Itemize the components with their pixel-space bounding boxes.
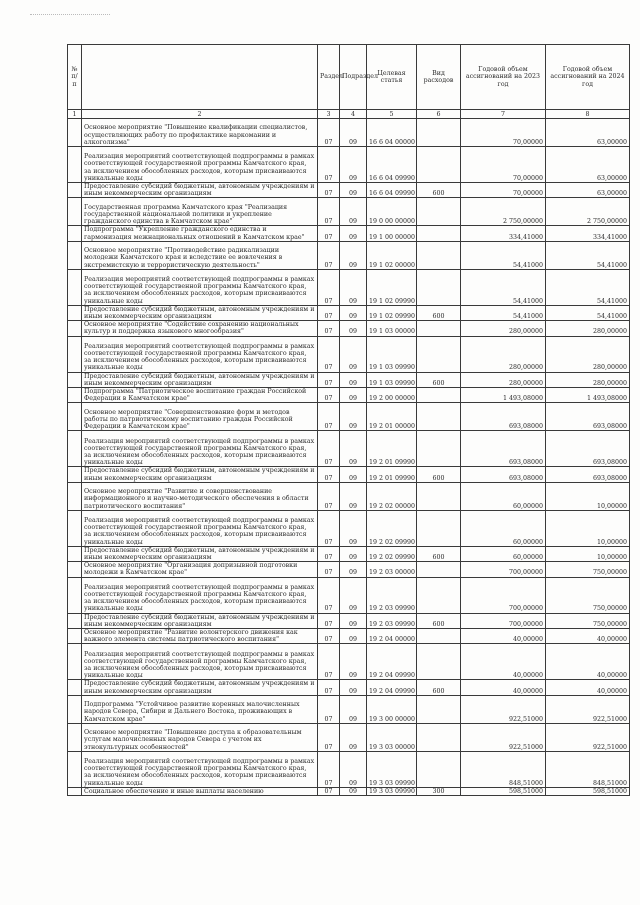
row-value-2024: 54,41000 [546, 241, 630, 269]
row-target-code: 19 1 03 09990 [367, 372, 417, 387]
row-value-2024: 1 493,08000 [546, 388, 630, 403]
row-expense-type [417, 119, 461, 147]
row-name: Подпрограмма "Патриотическое воспитание граждан Российской Федерации в Камчатском крае" [82, 388, 318, 403]
table-header-row [68, 45, 630, 110]
table-row [68, 680, 630, 695]
row-value-2023: 40,00000 [461, 644, 546, 680]
table-row [68, 723, 630, 751]
table-row [68, 644, 630, 680]
row-value-2023: 693,08000 [461, 467, 546, 482]
row-value-2023: 922,51000 [461, 695, 546, 723]
row-value-2024: 598,51000 [546, 787, 630, 795]
row-num [68, 751, 82, 787]
column-number: 7 [461, 110, 546, 119]
row-value-2024: 2 750,00000 [546, 198, 630, 226]
row-section: 07 [318, 562, 340, 577]
row-value-2024: 10,00000 [546, 510, 630, 546]
scan-artifact [30, 14, 110, 17]
column-number-row [68, 110, 630, 119]
row-name: Реализация мероприятий соответствующей подпрограммы в рамках соответствующей государственной программы Камчатского края, за исключением обособленных расходов, которым присваиваются уникальные коды [82, 147, 318, 183]
row-expense-type [417, 431, 461, 467]
row-section: 07 [318, 119, 340, 147]
row-subsection: 09 [340, 787, 367, 795]
row-target-code: 19 1 02 09990 [367, 305, 417, 320]
row-expense-type: 600 [417, 613, 461, 628]
row-num [68, 431, 82, 467]
row-expense-type [417, 336, 461, 372]
row-target-code: 19 3 00 00000 [367, 695, 417, 723]
row-value-2023: 280,00000 [461, 321, 546, 336]
row-section: 07 [318, 546, 340, 561]
row-section: 07 [318, 629, 340, 644]
row-num [68, 183, 82, 198]
row-value-2024: 750,00000 [546, 613, 630, 628]
row-subsection: 09 [340, 321, 367, 336]
row-expense-type: 600 [417, 305, 461, 320]
table-row [68, 403, 630, 431]
row-value-2023: 848,51000 [461, 751, 546, 787]
row-target-code: 19 2 00 00000 [367, 388, 417, 403]
table-row [68, 336, 630, 372]
header-subsection: Подраздел [340, 45, 367, 110]
row-target-code: 19 1 02 09990 [367, 269, 417, 305]
table-row [68, 269, 630, 305]
table-row [68, 562, 630, 577]
row-value-2023: 334,41000 [461, 226, 546, 241]
row-target-code: 16 6 04 09990 [367, 147, 417, 183]
row-subsection: 09 [340, 388, 367, 403]
row-expense-type [417, 147, 461, 183]
row-num [68, 723, 82, 751]
row-target-code: 19 1 00 00000 [367, 226, 417, 241]
row-section: 07 [318, 695, 340, 723]
row-name: Основное мероприятие "Развитие волонтерского движения как важного элемента системы патриотического воспитания" [82, 629, 318, 644]
row-value-2023: 1 493,08000 [461, 388, 546, 403]
row-num [68, 510, 82, 546]
row-value-2024: 40,00000 [546, 629, 630, 644]
row-expense-type [417, 241, 461, 269]
table-row [68, 577, 630, 613]
row-target-code: 19 2 02 09990 [367, 546, 417, 561]
row-target-code: 19 2 04 09990 [367, 680, 417, 695]
row-target-code: 19 2 03 09990 [367, 577, 417, 613]
row-num [68, 321, 82, 336]
row-expense-type [417, 226, 461, 241]
row-expense-type: 300 [417, 787, 461, 795]
row-num [68, 644, 82, 680]
row-expense-type [417, 388, 461, 403]
header-vol-2023: Годовой объем ассигнований на 2023 год [461, 45, 546, 110]
row-num [68, 613, 82, 628]
row-subsection: 09 [340, 644, 367, 680]
row-value-2023: 40,00000 [461, 680, 546, 695]
row-subsection: 09 [340, 147, 367, 183]
table-row [68, 226, 630, 241]
table-row [68, 510, 630, 546]
table-row [68, 183, 630, 198]
row-section: 07 [318, 321, 340, 336]
row-target-code: 19 3 03 00000 [367, 723, 417, 751]
row-value-2023: 60,00000 [461, 510, 546, 546]
row-value-2024: 280,00000 [546, 336, 630, 372]
row-value-2023: 280,00000 [461, 372, 546, 387]
row-num [68, 403, 82, 431]
row-value-2024: 693,08000 [546, 403, 630, 431]
row-target-code: 19 1 03 00000 [367, 321, 417, 336]
row-value-2023: 280,00000 [461, 336, 546, 372]
row-value-2023: 700,00000 [461, 577, 546, 613]
row-num [68, 241, 82, 269]
row-target-code: 19 2 02 00000 [367, 482, 417, 510]
row-section: 07 [318, 403, 340, 431]
row-name: Основное мероприятие "Содействие сохранению национальных культур и поддержка языкового многообразия" [82, 321, 318, 336]
table-row [68, 147, 630, 183]
table-row [68, 305, 630, 320]
row-name: Социальное обеспечение и иные выплаты населению [82, 787, 318, 795]
column-number: 3 [318, 110, 340, 119]
row-section: 07 [318, 269, 340, 305]
row-target-code: 19 2 01 09990 [367, 467, 417, 482]
row-target-code: 19 2 03 09990 [367, 613, 417, 628]
row-num [68, 388, 82, 403]
column-number: 5 [367, 110, 417, 119]
header-expense-type: Вид расходов [417, 45, 461, 110]
row-value-2024: 63,00000 [546, 183, 630, 198]
table-row [68, 546, 630, 561]
row-name: Основное мероприятие "Повышение доступа к образовательным услугам малочисленных народов Севера с учетом их этнокультурных особенностей" [82, 723, 318, 751]
row-value-2024: 54,41000 [546, 269, 630, 305]
row-num [68, 305, 82, 320]
row-value-2024: 280,00000 [546, 321, 630, 336]
row-subsection: 09 [340, 546, 367, 561]
row-num [68, 629, 82, 644]
row-section: 07 [318, 388, 340, 403]
row-name: Основное мероприятие "Развитие и совершенствование информационного и научно-методического обеспечения в области патриотического воспитания" [82, 482, 318, 510]
row-target-code: 16 6 04 00000 [367, 119, 417, 147]
row-section: 07 [318, 510, 340, 546]
column-number: 8 [546, 110, 630, 119]
row-value-2023: 2 750,00000 [461, 198, 546, 226]
header-num: № п/п [68, 45, 82, 110]
row-target-code: 19 2 01 09990 [367, 431, 417, 467]
row-section: 07 [318, 723, 340, 751]
row-subsection: 09 [340, 241, 367, 269]
row-name: Реализация мероприятий соответствующей подпрограммы в рамках соответствующей государственной программы Камчатского края, за исключением обособленных расходов, которым присваиваются уникальные коды [82, 577, 318, 613]
row-num [68, 680, 82, 695]
row-subsection: 09 [340, 467, 367, 482]
row-section: 07 [318, 751, 340, 787]
row-value-2023: 693,08000 [461, 431, 546, 467]
row-section: 07 [318, 226, 340, 241]
row-name: Предоставление субсидий бюджетным, автономным учреждениям и иным некоммерческим организациям [82, 613, 318, 628]
table-row [68, 467, 630, 482]
budget-table [67, 44, 630, 796]
row-name: Государственная программа Камчатского края "Реализация государственной национальной политики и укрепление гражданского единства в Камчатском крае" [82, 198, 318, 226]
table-row [68, 241, 630, 269]
row-subsection: 09 [340, 269, 367, 305]
header-target: Целевая статья [367, 45, 417, 110]
row-value-2024: 280,00000 [546, 372, 630, 387]
row-section: 07 [318, 577, 340, 613]
row-section: 07 [318, 431, 340, 467]
table-row [68, 695, 630, 723]
row-num [68, 787, 82, 795]
row-expense-type: 600 [417, 467, 461, 482]
row-value-2023: 70,00000 [461, 147, 546, 183]
row-name: Реализация мероприятий соответствующей подпрограммы в рамках соответствующей государственной программы Камчатского края, за исключением обособленных расходов, которым присваиваются уникальные коды [82, 336, 318, 372]
row-expense-type [417, 403, 461, 431]
row-num [68, 562, 82, 577]
row-name: Подпрограмма "Устойчивое развитие коренных малочисленных народов Севера, Сибири и Дальнего Востока, проживающих в Камчатском крае" [82, 695, 318, 723]
row-expense-type [417, 321, 461, 336]
row-expense-type: 600 [417, 680, 461, 695]
row-subsection: 09 [340, 510, 367, 546]
row-value-2023: 54,41000 [461, 269, 546, 305]
table-row [68, 751, 630, 787]
row-subsection: 09 [340, 482, 367, 510]
row-value-2024: 40,00000 [546, 680, 630, 695]
row-name: Реализация мероприятий соответствующей подпрограммы в рамках соответствующей государственной программы Камчатского края, за исключением обособленных расходов, которым присваиваются уникальные коды [82, 431, 318, 467]
table-row [68, 787, 630, 795]
row-num [68, 336, 82, 372]
row-value-2023: 40,00000 [461, 629, 546, 644]
row-value-2023: 70,00000 [461, 183, 546, 198]
table-row [68, 431, 630, 467]
row-value-2024: 54,41000 [546, 305, 630, 320]
row-expense-type [417, 269, 461, 305]
row-name: Реализация мероприятий соответствующей подпрограммы в рамках соответствующей государственной программы Камчатского края, за исключением обособленных расходов, которым присваиваются уникальные коды [82, 751, 318, 787]
row-name: Предоставление субсидий бюджетным, автономным учреждениям и иным некоммерческим организациям [82, 305, 318, 320]
row-subsection: 09 [340, 372, 367, 387]
row-target-code: 19 2 04 00000 [367, 629, 417, 644]
row-section: 07 [318, 198, 340, 226]
row-subsection: 09 [340, 305, 367, 320]
row-num [68, 119, 82, 147]
row-value-2023: 693,08000 [461, 403, 546, 431]
row-num [68, 226, 82, 241]
row-subsection: 09 [340, 403, 367, 431]
row-value-2023: 700,00000 [461, 562, 546, 577]
row-section: 07 [318, 305, 340, 320]
row-name: Основное мероприятие "Совершенствование форм и методов работы по патриотическому воспитанию граждан Российской Федерации в Камчатском крае" [82, 403, 318, 431]
row-value-2023: 60,00000 [461, 482, 546, 510]
row-num [68, 577, 82, 613]
row-expense-type [417, 695, 461, 723]
row-name: Основное мероприятие "Противодействие радикализации молодежи Камчатского края и вследствие ее вовлечения в экстремистскую и террористическую деятельность" [82, 241, 318, 269]
row-expense-type [417, 562, 461, 577]
row-subsection: 09 [340, 629, 367, 644]
row-subsection: 09 [340, 680, 367, 695]
row-name: Предоставление субсидий бюджетным, автономным учреждениям и иным некоммерческим организациям [82, 467, 318, 482]
row-subsection: 09 [340, 695, 367, 723]
row-expense-type [417, 510, 461, 546]
row-num [68, 482, 82, 510]
table-row [68, 388, 630, 403]
row-expense-type [417, 198, 461, 226]
row-value-2024: 10,00000 [546, 482, 630, 510]
row-expense-type [417, 644, 461, 680]
row-name: Реализация мероприятий соответствующей подпрограммы в рамках соответствующей государственной программы Камчатского края, за исключением обособленных расходов, которым присваиваются уникальные коды [82, 269, 318, 305]
row-value-2023: 700,00000 [461, 613, 546, 628]
row-target-code: 19 1 02 00000 [367, 241, 417, 269]
row-section: 07 [318, 147, 340, 183]
row-value-2024: 922,51000 [546, 695, 630, 723]
row-name: Предоставление субсидий бюджетным, автономным учреждениям и иным некоммерческим организациям [82, 680, 318, 695]
row-value-2023: 598,51000 [461, 787, 546, 795]
row-value-2024: 63,00000 [546, 119, 630, 147]
row-num [68, 467, 82, 482]
row-section: 07 [318, 680, 340, 695]
row-section: 07 [318, 787, 340, 795]
row-value-2024: 693,08000 [546, 431, 630, 467]
header-name [82, 45, 318, 110]
row-num [68, 695, 82, 723]
row-subsection: 09 [340, 577, 367, 613]
row-name: Предоставление субсидий бюджетным, автономным учреждениям и иным некоммерческим организациям [82, 372, 318, 387]
row-section: 07 [318, 372, 340, 387]
row-target-code: 19 3 03 09990 [367, 787, 417, 795]
row-target-code: 19 1 03 09990 [367, 336, 417, 372]
row-subsection: 09 [340, 226, 367, 241]
row-value-2024: 693,08000 [546, 467, 630, 482]
row-num [68, 546, 82, 561]
row-section: 07 [318, 183, 340, 198]
row-target-code: 19 2 02 09990 [367, 510, 417, 546]
column-number: 2 [82, 110, 318, 119]
row-section: 07 [318, 336, 340, 372]
row-value-2024: 10,00000 [546, 546, 630, 561]
row-subsection: 09 [340, 336, 367, 372]
column-number: 1 [68, 110, 82, 119]
row-name: Подпрограмма "Укрепление гражданского единства и гармонизация межнациональных отношений в Камчатском крае" [82, 226, 318, 241]
row-section: 07 [318, 467, 340, 482]
row-subsection: 09 [340, 198, 367, 226]
row-target-code: 16 6 04 09990 [367, 183, 417, 198]
row-value-2023: 922,51000 [461, 723, 546, 751]
row-expense-type: 600 [417, 546, 461, 561]
column-number: 6 [417, 110, 461, 119]
row-expense-type [417, 751, 461, 787]
row-target-code: 19 3 03 09990 [367, 751, 417, 787]
row-expense-type [417, 629, 461, 644]
row-expense-type: 600 [417, 372, 461, 387]
row-expense-type [417, 723, 461, 751]
row-value-2024: 63,00000 [546, 147, 630, 183]
row-subsection: 09 [340, 431, 367, 467]
table-row [68, 482, 630, 510]
column-number: 4 [340, 110, 367, 119]
row-value-2024: 750,00000 [546, 577, 630, 613]
row-value-2023: 54,41000 [461, 305, 546, 320]
row-name: Предоставление субсидий бюджетным, автономным учреждениям и иным некоммерческим организациям [82, 183, 318, 198]
table-body [68, 119, 630, 796]
row-section: 07 [318, 644, 340, 680]
row-name: Реализация мероприятий соответствующей подпрограммы в рамках соответствующей государственной программы Камчатского края, за исключением обособленных расходов, которым присваиваются уникальные коды [82, 644, 318, 680]
header-vol-2024: Годовой объем ассигнований на 2024 год [546, 45, 630, 110]
row-target-code: 19 0 00 00000 [367, 198, 417, 226]
table-row [68, 198, 630, 226]
row-subsection: 09 [340, 751, 367, 787]
row-expense-type: 600 [417, 183, 461, 198]
row-section: 07 [318, 241, 340, 269]
row-subsection: 09 [340, 119, 367, 147]
row-value-2024: 750,00000 [546, 562, 630, 577]
row-value-2024: 848,51000 [546, 751, 630, 787]
row-expense-type [417, 482, 461, 510]
header-section: Раздел [318, 45, 340, 110]
row-target-code: 19 2 04 09990 [367, 644, 417, 680]
row-value-2023: 60,00000 [461, 546, 546, 561]
row-value-2024: 334,41000 [546, 226, 630, 241]
row-num [68, 198, 82, 226]
row-value-2023: 54,41000 [461, 241, 546, 269]
table-row [68, 613, 630, 628]
row-value-2023: 70,00000 [461, 119, 546, 147]
row-subsection: 09 [340, 183, 367, 198]
row-name: Предоставление субсидий бюджетным, автономным учреждениям и иным некоммерческим организациям [82, 546, 318, 561]
row-value-2024: 922,51000 [546, 723, 630, 751]
row-subsection: 09 [340, 562, 367, 577]
row-num [68, 372, 82, 387]
row-subsection: 09 [340, 723, 367, 751]
row-subsection: 09 [340, 613, 367, 628]
row-name: Реализация мероприятий соответствующей подпрограммы в рамках соответствующей государственной программы Камчатского края, за исключением обособленных расходов, которым присваиваются уникальные коды [82, 510, 318, 546]
table-row [68, 119, 630, 147]
row-section: 07 [318, 613, 340, 628]
row-name: Основное мероприятие "Повышение квалификации специалистов, осуществляющих работу по профилактике наркомании и алкоголизма" [82, 119, 318, 147]
row-section: 07 [318, 482, 340, 510]
row-value-2024: 40,00000 [546, 644, 630, 680]
row-name: Основное мероприятие "Организация допризывной подготовки молодежи в Камчатском крае" [82, 562, 318, 577]
row-target-code: 19 2 03 00000 [367, 562, 417, 577]
row-expense-type [417, 577, 461, 613]
row-target-code: 19 2 01 00000 [367, 403, 417, 431]
row-num [68, 269, 82, 305]
row-num [68, 147, 82, 183]
table-row [68, 372, 630, 387]
table-row [68, 321, 630, 336]
table-row [68, 629, 630, 644]
